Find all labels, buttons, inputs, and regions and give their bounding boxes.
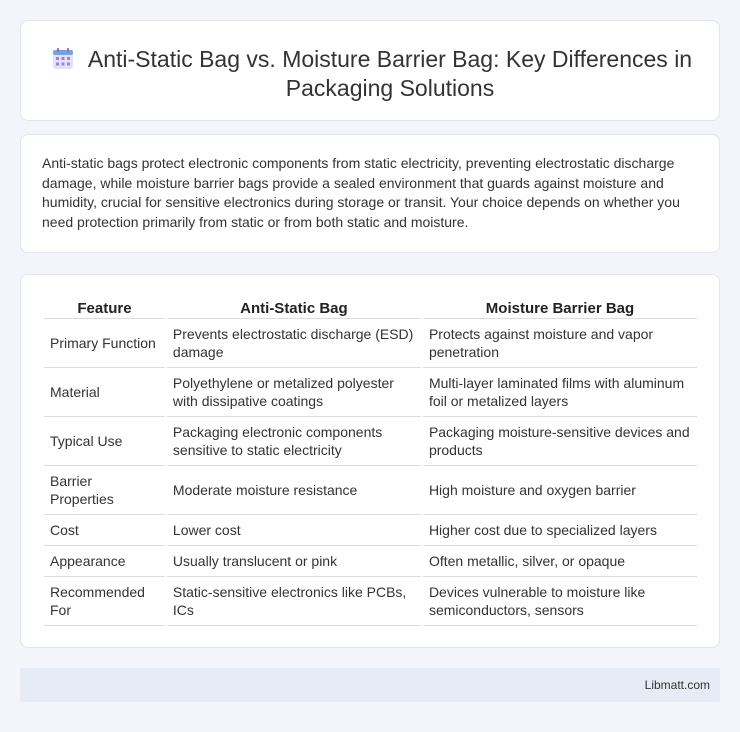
moisture-barrier-cell: Protects against moisture and vapor penetration [423,319,697,368]
moisture-barrier-cell: Higher cost due to specialized layers [423,515,697,546]
title-card [20,20,720,121]
header-moisture-barrier: Moisture Barrier Bag [423,295,697,319]
header-feature: Feature [44,295,165,319]
intro-paragraph: Anti-static bags protect electronic components from static electricity, preventing electrostatic discharge damage, while moisture barrier bags provide a sealed environment that guards against moisture and humidity, crucial for sensitive electronics during storage or transit. Your choice depends on whether you need protection primarily from static or from both static and moisture. [42,155,680,230]
comparison-table [42,295,699,626]
table-row [44,319,697,368]
table-row [44,368,697,417]
feature-cell: Appearance [44,546,165,577]
comparison-card [20,274,720,648]
table-row [44,546,697,577]
feature-cell: Cost [44,515,165,546]
anti-static-cell: Usually translucent or pink [167,546,421,577]
page-title: Anti-Static Bag vs. Moisture Barrier Bag: Key Differences in Packaging Solutions [87,46,693,101]
anti-static-cell: Prevents electrostatic discharge (ESD) damage [167,319,421,368]
feature-cell: Barrier Properties [44,466,165,515]
anti-static-cell: Static-sensitive electronics like PCBs, ICs [167,577,421,626]
feature-cell: Typical Use [44,417,165,466]
moisture-barrier-cell: Often metallic, silver, or opaque [423,546,697,577]
intro-card [20,134,720,253]
feature-cell: Material [44,368,165,417]
table-header-row [44,295,697,319]
table-row [44,466,697,515]
feature-cell: Recommended For [44,577,165,626]
footer-brand[interactable]: Libmatt.com [644,678,710,692]
anti-static-cell: Lower cost [167,515,421,546]
moisture-barrier-cell: Packaging moisture-sensitive devices and products [423,417,697,466]
table-row [44,515,697,546]
table-row [44,577,697,626]
moisture-barrier-cell: High moisture and oxygen barrier [423,466,697,515]
header-anti-static: Anti-Static Bag [167,295,421,319]
anti-static-cell: Moderate moisture resistance [167,466,421,515]
feature-cell: Primary Function [44,319,165,368]
table-row [44,417,697,466]
footer-bar [20,668,720,702]
moisture-barrier-cell: Devices vulnerable to moisture like semiconductors, sensors [423,577,697,626]
anti-static-cell: Polyethylene or metalized polyester with dissipative coatings [167,368,421,417]
anti-static-cell: Packaging electronic components sensitive to static electricity [167,417,421,466]
moisture-barrier-cell: Multi-layer laminated films with aluminum foil or metalized layers [423,368,697,417]
